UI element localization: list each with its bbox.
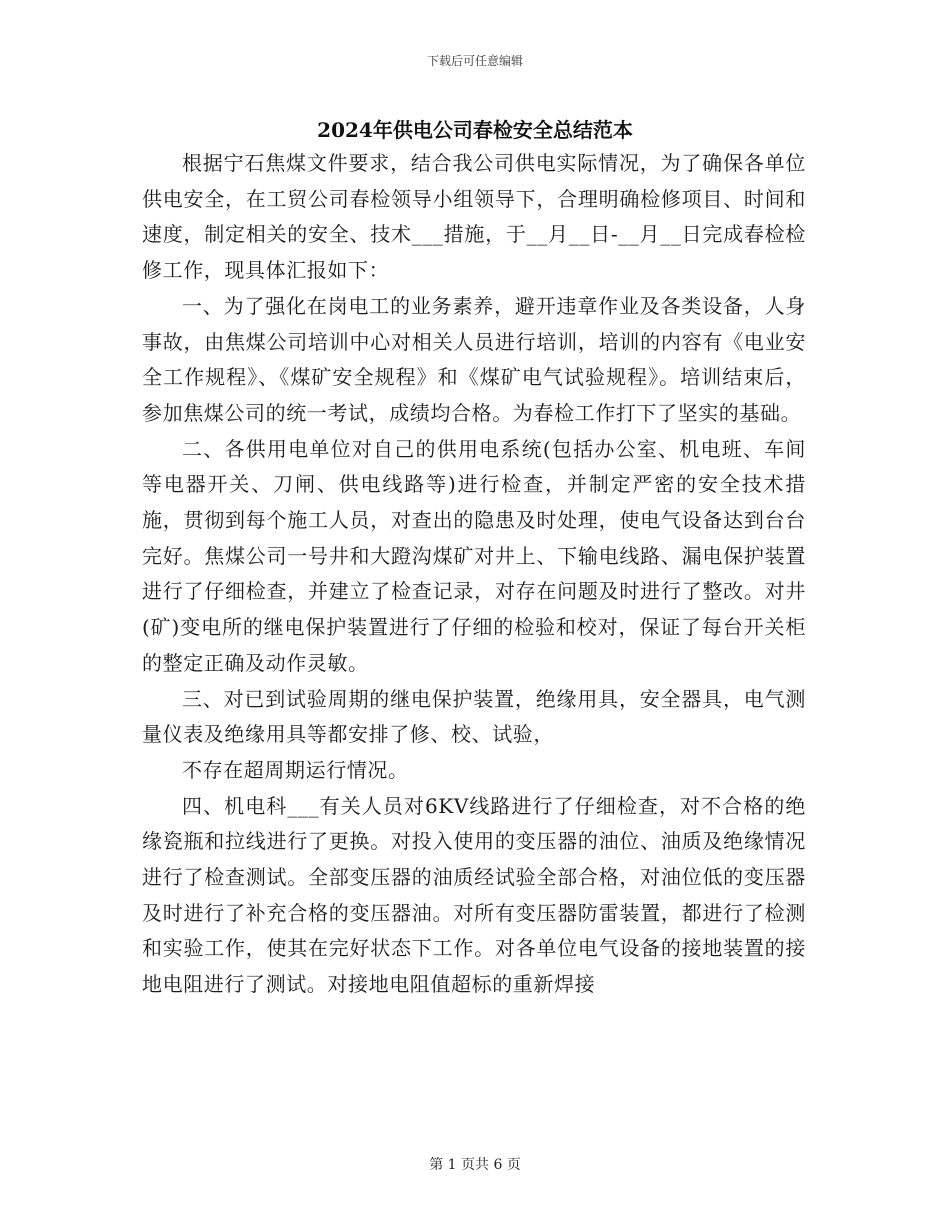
paragraph-section-2: 二、各供用电单位对自己的供用电系统(包括办公室、机电班、车间等电器开关、刀闸、供电线路等)进行检查，并制定严密的安全技术措施，贯彻到每个施工人员，对查出的隐患及时处理，使电气设备达到台台完好。焦煤公司一号井和大蹬沟煤矿对井上、下输电线路、漏电保护装置进行了仔细检查，并建立了检查记录，对存在问题及时进行了整改。对井(矿)变电所的继电保护装置进行了仔细的检验和校对，保证了每台开关柜的整定正确及动作灵敏。 <box>142 436 806 675</box>
document-body <box>142 146 806 1003</box>
paragraph-section-3: 三、对已到试验周期的继电保护装置，绝缘用具，安全器具，电气测量仪表及绝缘用具等都安排了修、校、试验， <box>142 686 806 747</box>
page-number: 第 1 页共 6 页 <box>429 1157 521 1173</box>
header-note: 下载后可任意编辑 <box>426 54 523 68</box>
paragraph-section-4: 四、机电科___有关人员对6KV线路进行了仔细检查，对不合格的绝缘瓷瓶和拉线进行了更换。对投入使用的变压器的油位、油质及绝缘情况进行了检查测试。全部变压器的油质经试验全部合格，对油位低的变压器及时进行了补充合格的变压器油。对所有变压器防雷装置，都进行了检测和实验工作，使其在完好状态下工作。对各单位电气设备的接地装置的接地电阻进行了测试。对接地电阻值超标的重新焊接 <box>142 793 806 997</box>
paragraph-section-3-continued: 不存在超周期运行情况。 <box>182 757 409 782</box>
paragraph-intro: 根据宁石焦煤文件要求，结合我公司供电实际情况，为了确保各单位供电安全，在工贸公司春检领导小组领导下，合理明确检修项目、时间和速度，制定相关的安全、技术___措施，于__月__日-__月__日完成春检检修工作，现具体汇报如下： <box>142 151 806 283</box>
document-title: 2024年供电公司春检安全总结范本 <box>317 118 633 142</box>
paragraph-section-1: 一、为了强化在岗电工的业务素养，避开违章作业及各类设备，人身事故，由焦煤公司培训中心对相关人员进行培训，培训的内容有《电业安全工作规程》、《煤矿安全规程》和《煤矿电气试验规程》。培训结束后，参加焦煤公司的统一考试，成绩均合格。为春检工作打下了坚实的基础。 <box>142 293 806 425</box>
